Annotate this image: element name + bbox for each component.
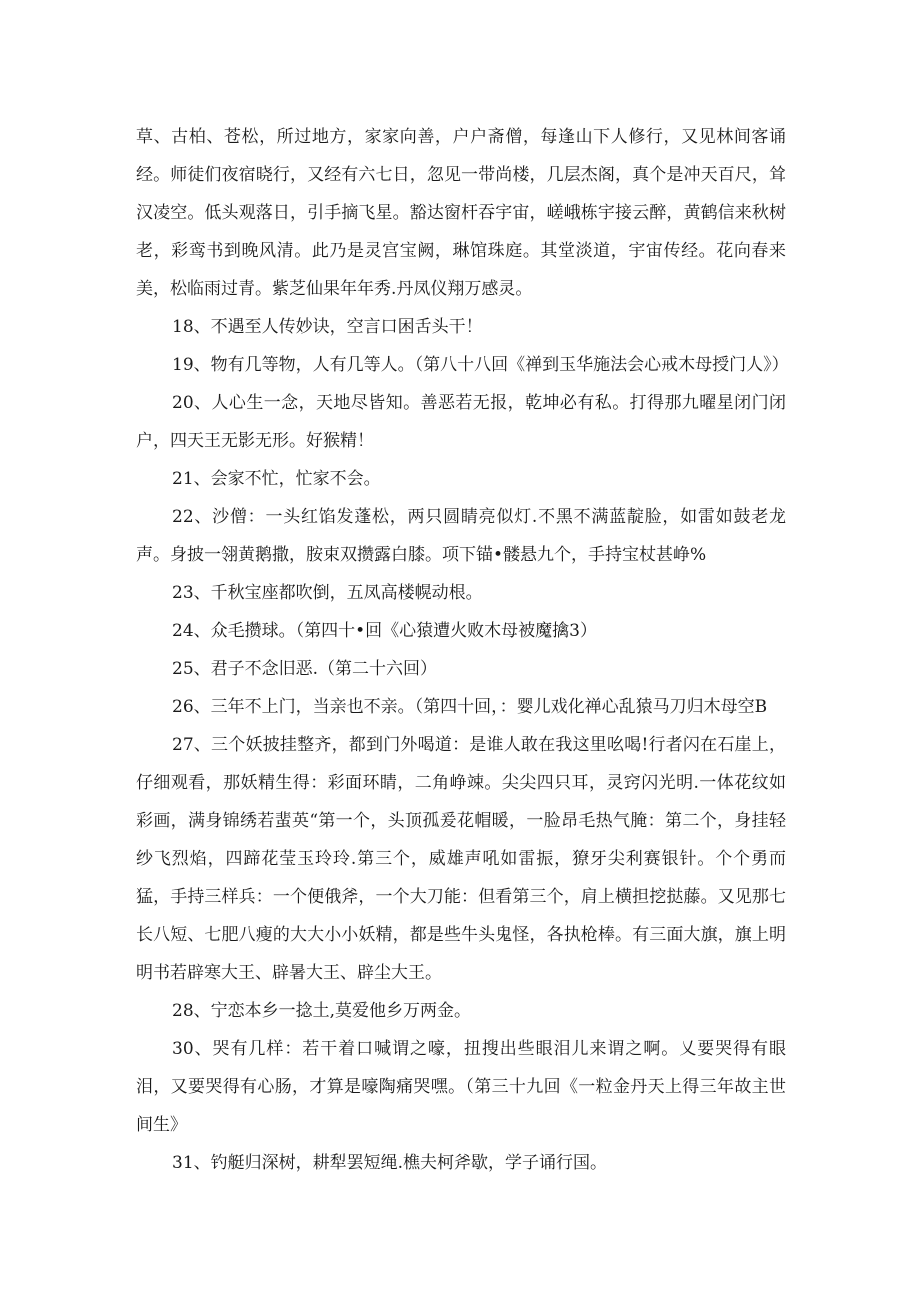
paragraph-item-24: 24、众毛攒球。（第四十•回《心猿遭火败木母被魔擒3） xyxy=(172,621,597,641)
paragraph-item-31: 31、钓艇归深树，耕犁罢短绳.樵夫柯斧歇，学子诵行国。 xyxy=(172,1153,608,1173)
paragraph-item-30: 30、哭有几样：若干着口喊谓之嚎，扭搜出些眼泪儿来谓之啊。乂要哭得有眼泪，又要哭得有心肠，才算是嚎陶痛哭嘿。（第三十九回《一粒金丹天上得三年故主世间生》 xyxy=(136,1039,786,1135)
paragraph-item-27: 27、三个妖披挂整齐，都到门外喝道：是谁人敢在我这里吆喝!行者闪在石崖上，仔细观看，那妖精生得：彩面环睛，二角峥竦。尖尖四只耳，灵窍闪光明.一体花纹如彩画，满身锦绣若蜚英“第一个，头顶孤爰花帽暖，一脸昂毛热气腌：第二个，身挂轻纱飞烈焰，四蹄花莹玉玲玲.第三个，威雄声吼如雷振，獠牙尖利赛银针。个个勇而猛，手持三样兵：一个便俄斧，一个大刀能：但看第三个，肩上横担挖挞藤。又见那七长八短、七肥八瘦的大大小小妖精，都是些牛头鬼怪，各执枪棒。有三面大旗，旗上明明书若辟寒大王、辟暑大王、辟尘大王。 xyxy=(136,735,786,983)
paragraph-item-22: 22、沙僧：一头红馅发蓬松，两只圆睛亮似灯.不黑不满蓝靛脸，如雷如鼓老龙声。身披一翎黄鹅撒，胺束双攒露白膝。项下锚•髅悬九个，手持宝杖甚峥% xyxy=(136,507,786,565)
paragraph-item-28: 28、宁恋本乡一捻土,莫爱他乡万两金。 xyxy=(172,1001,472,1021)
paragraph-item-19: 19、物有几等物，人有几等人。（第八十八回《禅到玉华施法会心戒木母授门人》） xyxy=(172,355,789,375)
paragraph-item-18: 18、不遇至人传妙诀，空言口困舌头干！ xyxy=(172,317,483,337)
document-body xyxy=(136,118,789,1182)
paragraph-item-25: 25、君子不念旧恶.（第二十六回） xyxy=(172,659,438,679)
paragraph-item-21: 21、会家不忙，忙家不会。 xyxy=(172,469,381,489)
paragraph-item-26: 26、三年不上门，当亲也不亲。（第四十回，：婴儿戏化禅心乱猿马刀归木母空B xyxy=(172,697,768,717)
paragraph-item-20: 20、人心生一念，天地尽皆知。善恶若无报，乾坤必有私。打得那九曜星闭门闭户，四天王无影无形。好猴精！ xyxy=(136,393,786,451)
paragraph-continuation: 草、古柏、苍松，所过地方，家家向善，户户斋僧，每逢山下人修行，又见林间客诵经。师徒们夜宿晓行，又经有六七日，忽见一带尚楼，几层杰阁，真个是冲天百尺，耸汉凌空。低头观落日，引手摘飞星。豁达窗杆吞宇宙，嵯峨栋宇接云醉，黄鹤信来秋树老，彩鸾书到晚风清。此乃是灵宫宝阙，琳馆珠庭。其堂淡道，宇宙传经。花向春来美，松临雨过青。紫芝仙果年年秀.丹凤仪翔万感灵。 xyxy=(136,127,786,299)
paragraph-item-23: 23、千秋宝座都吹倒，五凤高楼幌动根。 xyxy=(172,583,483,603)
